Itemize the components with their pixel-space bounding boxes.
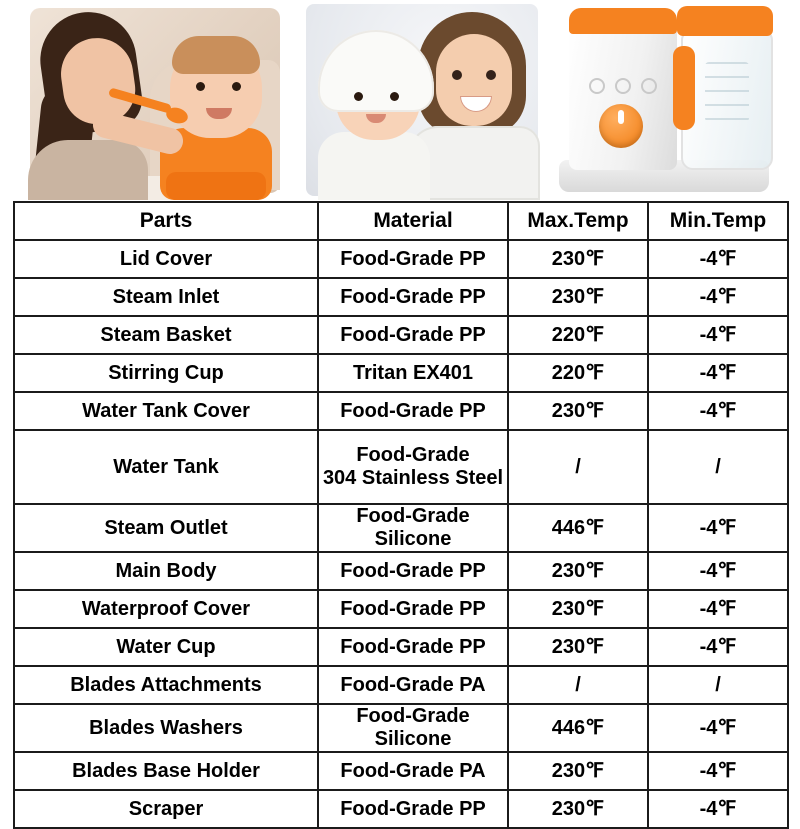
cell-min-temp: -4℉ [648,392,788,430]
cell-parts: Steam Inlet [14,278,318,316]
mother-feeding-baby-illustration [0,0,300,200]
cell-parts: Lid Cover [14,240,318,278]
baby-bib-pocket-shape [166,172,266,200]
header-material: Material [318,202,508,240]
header-parts: Parts [14,202,318,240]
cell-material: Food-Grade PP [318,590,508,628]
table-row [14,504,788,552]
cell-material: Food-Grade Silicone [318,704,508,752]
header-max-temp: Max.Temp [508,202,648,240]
table-row [14,666,788,704]
mother-and-baby-in-towels-photo [300,0,545,200]
cell-max-temp: 220℉ [508,354,648,392]
cell-min-temp: -4℉ [648,354,788,392]
header-min-temp: Min.Temp [648,202,788,240]
baby-left-eye-shape [354,92,363,101]
cell-min-temp: -4℉ [648,316,788,354]
table-header [14,202,788,240]
table-row [14,430,788,504]
mother-and-baby-illustration [300,0,545,200]
appliance-illustration [545,0,800,200]
cell-material: Food-Grade PA [318,752,508,790]
table-row [14,316,788,354]
table-row [14,790,788,828]
cell-material: Food-Grade PP [318,628,508,666]
appliance-top-cover-shape [569,8,677,34]
cell-parts: Steam Outlet [14,504,318,552]
cell-parts: Water Tank [14,430,318,504]
cup-handle-shape [673,46,695,130]
baby-left-eye-shape [196,82,205,91]
table-body [14,240,788,828]
cell-parts: Blades Base Holder [14,752,318,790]
cell-min-temp: / [648,430,788,504]
power-mode-icon [641,78,657,94]
cell-max-temp: 446℉ [508,704,648,752]
table-row [14,704,788,752]
parts-specification-table [13,201,789,829]
cell-material: Food-Grade PP [318,552,508,590]
cell-max-temp: 230℉ [508,590,648,628]
cell-min-temp: / [648,666,788,704]
mother-face-shape [436,34,512,126]
baby-right-eye-shape [232,82,241,91]
table-row [14,752,788,790]
baby-body-shape [318,132,430,200]
cell-max-temp: 230℉ [508,240,648,278]
cell-material: Food-Grade PP [318,392,508,430]
cell-parts: Blades Washers [14,704,318,752]
cell-min-temp: -4℉ [648,504,788,552]
cell-material: Food-Grade PP [318,240,508,278]
cell-parts: Stirring Cup [14,354,318,392]
cell-parts: Blades Attachments [14,666,318,704]
parts-specification-table-wrapper [13,201,787,829]
cell-material: Food-Grade PA [318,666,508,704]
mother-right-eye-shape [486,70,496,80]
steam-mode-icon [589,78,605,94]
cell-material-line1: Food-Grade [356,444,470,466]
cell-max-temp: 446℉ [508,504,648,552]
cell-material: Food-Grade PP [318,316,508,354]
table-row [14,240,788,278]
cell-material: Food-Grade Silicone [318,504,508,552]
cell-min-temp: -4℉ [648,278,788,316]
cell-material: Food-Grade PP [318,278,508,316]
baby-right-eye-shape [390,92,399,101]
cup-measurement-lines [705,62,749,122]
cell-min-temp: -4℉ [648,240,788,278]
knob-indicator-icon [618,110,624,124]
cell-material: Food-Grade PP [318,790,508,828]
table-row [14,590,788,628]
mother-body-shape [28,140,148,200]
cell-max-temp: 220℉ [508,316,648,354]
baby-hair-shape [172,36,260,74]
table-row [14,278,788,316]
cell-min-temp: -4℉ [648,704,788,752]
cell-max-temp: 230℉ [508,552,648,590]
mother-left-eye-shape [452,70,462,80]
cell-max-temp: 230℉ [508,278,648,316]
cell-max-temp: 230℉ [508,628,648,666]
table-row [14,392,788,430]
cup-lid-cover-shape [677,6,773,36]
cell-max-temp: 230℉ [508,752,648,790]
cell-parts: Main Body [14,552,318,590]
cell-material [318,430,508,504]
cell-parts: Scraper [14,790,318,828]
cell-min-temp: -4℉ [648,552,788,590]
cell-min-temp: -4℉ [648,628,788,666]
baby-food-maker-appliance-photo [545,0,800,200]
cell-parts: Water Tank Cover [14,392,318,430]
product-photo-strip [0,0,800,200]
table-row [14,628,788,666]
cell-max-temp: / [508,666,648,704]
table-row [14,354,788,392]
cell-min-temp: -4℉ [648,752,788,790]
cell-max-temp: / [508,430,648,504]
cell-max-temp: 230℉ [508,392,648,430]
cell-max-temp: 230℉ [508,790,648,828]
blend-mode-icon [615,78,631,94]
cell-min-temp: -4℉ [648,790,788,828]
mother-feeding-baby-photo [0,0,300,200]
table-row [14,552,788,590]
cell-material: Tritan EX401 [318,354,508,392]
table-header-row [14,202,788,240]
cell-parts: Waterproof Cover [14,590,318,628]
cell-min-temp: -4℉ [648,590,788,628]
cell-material-line2: 304 Stainless Steel [322,467,504,489]
cell-parts: Water Cup [14,628,318,666]
cell-parts: Steam Basket [14,316,318,354]
